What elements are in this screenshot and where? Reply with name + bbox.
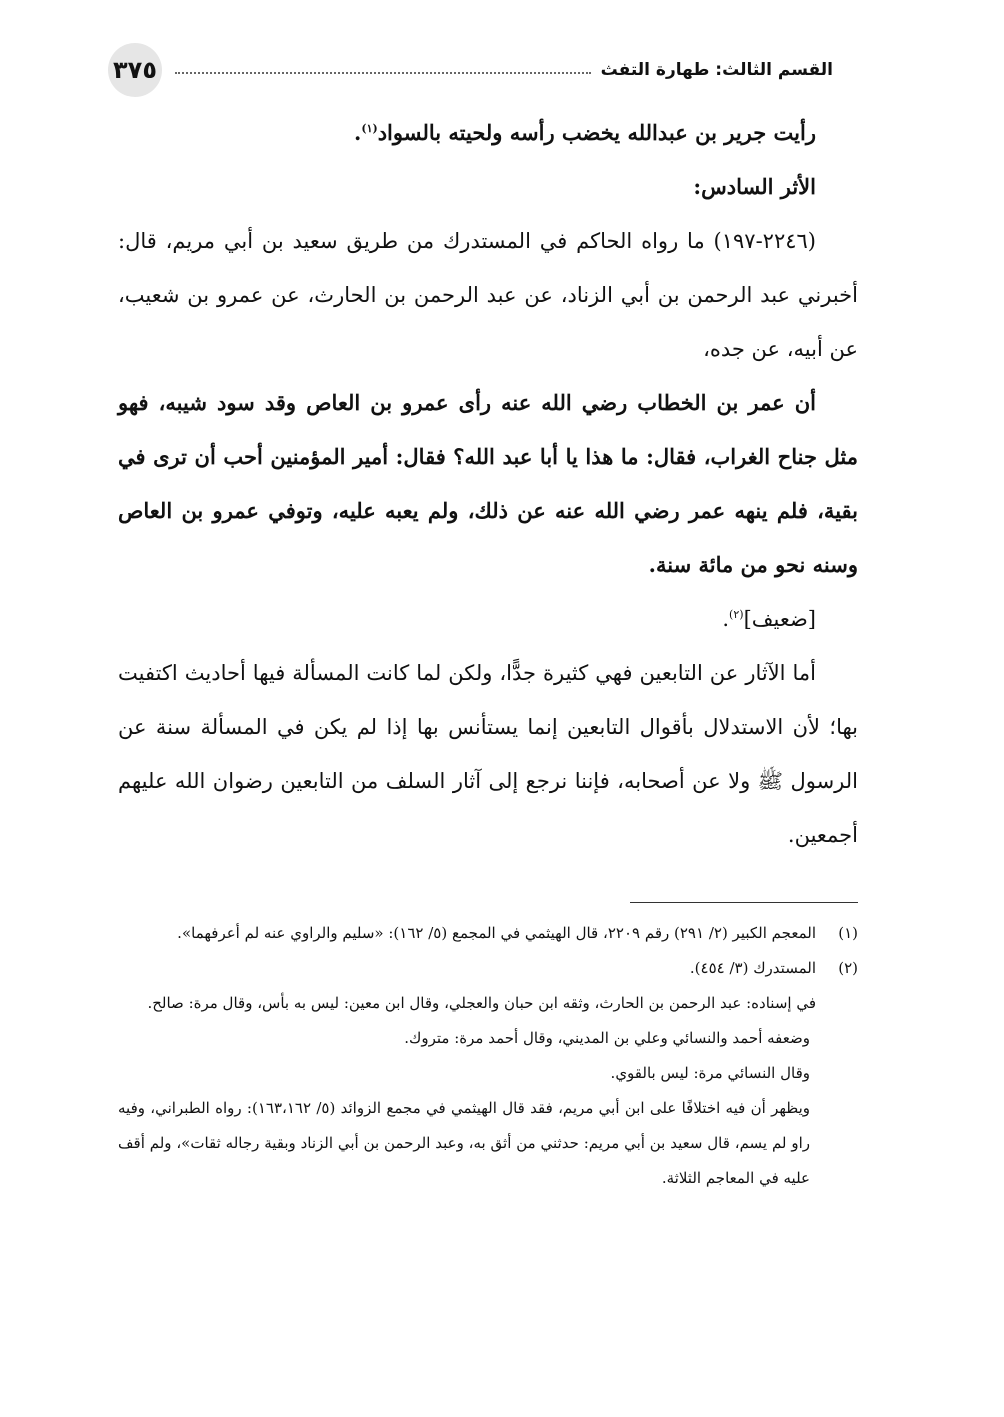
footnote-ref-2[interactable]: (٢): [729, 608, 744, 621]
footnote-2-line: ويظهر أن فيه اختلافًا على ابن أبي مريم، فقد قال الهيثمي في مجمع الزوائد (٥/ ١٦٣،١٦٢): رواه الطبراني، وفيه راو لم يسم، قال سعيد بن أبي مريم: حدثني من أثق به، وعبد الرحمن بن أبي الزناد وبقية رجاله ثقات»، ولم أقف عليه في المعاجم الثلاثة.: [118, 1099, 810, 1187]
main-text: [118, 106, 858, 862]
quote-text: رأيت جرير بن عبدالله يخضب رأسه ولحيته بالسواد: [377, 120, 816, 145]
footnote-separator: [630, 902, 858, 903]
paragraph-grade: [118, 592, 858, 646]
footnotes: [118, 916, 858, 1196]
page-number: ٣٧٥: [113, 56, 157, 84]
grade-end: .: [722, 607, 730, 631]
paragraph-athar-text: أن عمر بن الخطاب رضي الله عنه رأى عمرو بن العاص وقد سود شيبه، فهو مثل جناح الغراب، فقال: ما هذا يا أبا عبد الله؟ فقال: أمير المؤمنين أحب أن ترى في بقية، فلم ينهه عمر رضي الله عنه عن ذلك، ولم يعبه عليه، وتوفي عمرو بن العاص وسنه نحو من مائة سنة.: [118, 390, 858, 577]
paragraph-isnad: (٢٢٤٦-١٩٧) ما رواه الحاكم في المستدرك من طريق سعيد بن أبي مريم، قال: أخبرني عبد الرحمن بن أبي الزناد، عن عبد الرحمن بن الحارث، عن عمرو بن شعيب، عن أبيه، عن جده،: [118, 229, 858, 361]
grade-text: [ضعيف]: [743, 607, 816, 631]
footnote-2: [118, 951, 858, 986]
page-number-badge: [108, 43, 162, 97]
footnote-1: [118, 916, 858, 951]
footnote-2-line: وضعفه أحمد والنسائي وعلي بن المديني، وقال أحمد مرة: متروك.: [404, 1029, 810, 1047]
paragraph-quote-1: [118, 106, 858, 160]
footnote-2-line: في إسناده: عبد الرحمن بن الحارث، وثقه ابن حبان والعجلي، وقال ابن معين: ليس به بأس، وقال مرة: صالح.: [147, 994, 816, 1012]
quote-end: .: [354, 120, 362, 145]
section-heading: الأثر السادس:: [693, 174, 816, 199]
footnote-ref-1[interactable]: (١): [361, 122, 378, 135]
header-dotted-leader: [175, 72, 591, 74]
paragraph-tabiin: أما الآثار عن التابعين فهي كثيرة جدًّا، ولكن لما كانت المسألة فيها أحاديث اكتفيت بها؛ لأن الاستدلال بأقوال التابعين إنما يستأنس بها إذا لم يكن في المسألة سنة عن الرسول ﷺ ولا عن أصحابه، فإننا نرجع إلى آثار السلف من التابعين رضوان الله عليهم أجمعين.: [118, 661, 858, 847]
footnote-text: المعجم الكبير (٢/ ٢٩١) رقم ٢٢٠٩، قال الهيثمي في المجمع (٥/ ١٦٢): «سليم والراوي عنه لم أعرفهما».: [177, 924, 816, 942]
footnote-number: (٢): [838, 959, 858, 977]
footnote-2-line: وقال النسائي مرة: ليس بالقوي.: [610, 1064, 810, 1082]
running-header: [175, 50, 843, 90]
chapter-title: القسم الثالث: طهارة التفث: [600, 60, 833, 80]
footnote-text: المستدرك (٣/ ٤٥٤).: [689, 959, 816, 977]
footnote-number: (١): [838, 924, 858, 942]
